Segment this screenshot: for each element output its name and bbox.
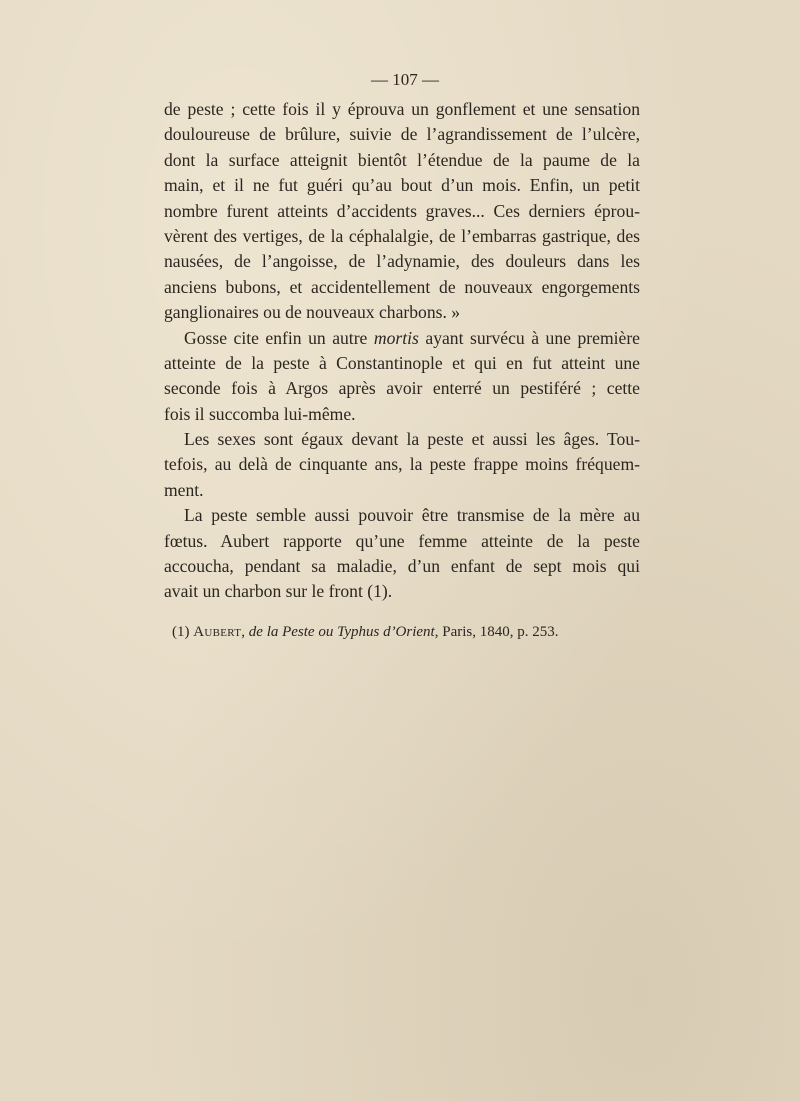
text-line: Les sexes sont égaux devant la peste et aussi les âges. Tou- <box>184 429 640 450</box>
page-number: — 107 — <box>371 70 439 89</box>
text-line: de peste ; cette fois il y éprouva un gonflement et une sensation <box>164 99 640 119</box>
paragraph-3 <box>164 427 640 503</box>
text-line: dont la surface atteignit bientôt l’étendue de la paume de la <box>164 149 640 170</box>
text-run: Gosse cite enfin un autre <box>184 327 374 348</box>
text-line: ganglionaires ou de nouveaux charbons. » <box>164 302 461 323</box>
footnote-details: , Paris, 1840, p. 253. <box>434 623 559 640</box>
footnote: (1) Aubert, de la Peste ou Typhus d’Orient, Paris, 1840, p. 253. <box>172 623 559 640</box>
footnote-author: Aubert <box>193 623 242 640</box>
text-line: fœtus. Aubert rapporte qu’une femme atteinte de la peste <box>164 530 640 551</box>
text-line: nombre furent atteints d’accidents graves... Ces derniers éprou- <box>164 200 640 221</box>
text-line: douloureuse de brûlure, suivie de l’agrandissement de l’ulcère, <box>164 124 640 145</box>
text-line <box>164 326 640 351</box>
text-line: La peste semble aussi pouvoir être transmise de la mère au <box>184 505 640 526</box>
text-line: anciens bubons, et accidentellement de nouveaux engorgements <box>164 276 640 297</box>
text-line: avait un charbon sur le front (1). <box>164 581 393 602</box>
text-line: accoucha, pendant sa maladie, d’un enfant de sept mois qui <box>164 556 640 577</box>
paragraph-2 <box>164 326 640 428</box>
paragraph-1 <box>164 97 640 326</box>
text-line: atteinte de la peste à Constantinople et qui en fut atteint une <box>164 352 640 373</box>
text-run: ayant survécu à une première <box>418 327 640 348</box>
text-line: ment. <box>164 479 204 500</box>
text-line: main, et il ne fut guéri qu’au bout d’un mois. Enfin, un petit <box>164 175 640 196</box>
text-line: nausées, de l’angoisse, de l’adynamie, des douleurs dans les <box>164 251 640 272</box>
text-line: fois il succomba lui-même. <box>164 403 356 424</box>
italic-term: mortis <box>373 327 419 348</box>
paragraph-4 <box>164 503 640 605</box>
text-line: tefois, au delà de cinquante ans, la peste frappe moins fréquem- <box>164 454 640 475</box>
text-line: seconde fois à Argos après avoir enterré un pestiféré ; cette <box>164 378 640 399</box>
footnote-title: de la Peste ou Typhus d’Orient <box>248 623 435 640</box>
text-line: vèrent des vertiges, de la céphalalgie, de l’embarras gastrique, des <box>164 225 640 246</box>
footnote-marker: (1) <box>172 623 194 640</box>
page-text <box>164 63 640 642</box>
